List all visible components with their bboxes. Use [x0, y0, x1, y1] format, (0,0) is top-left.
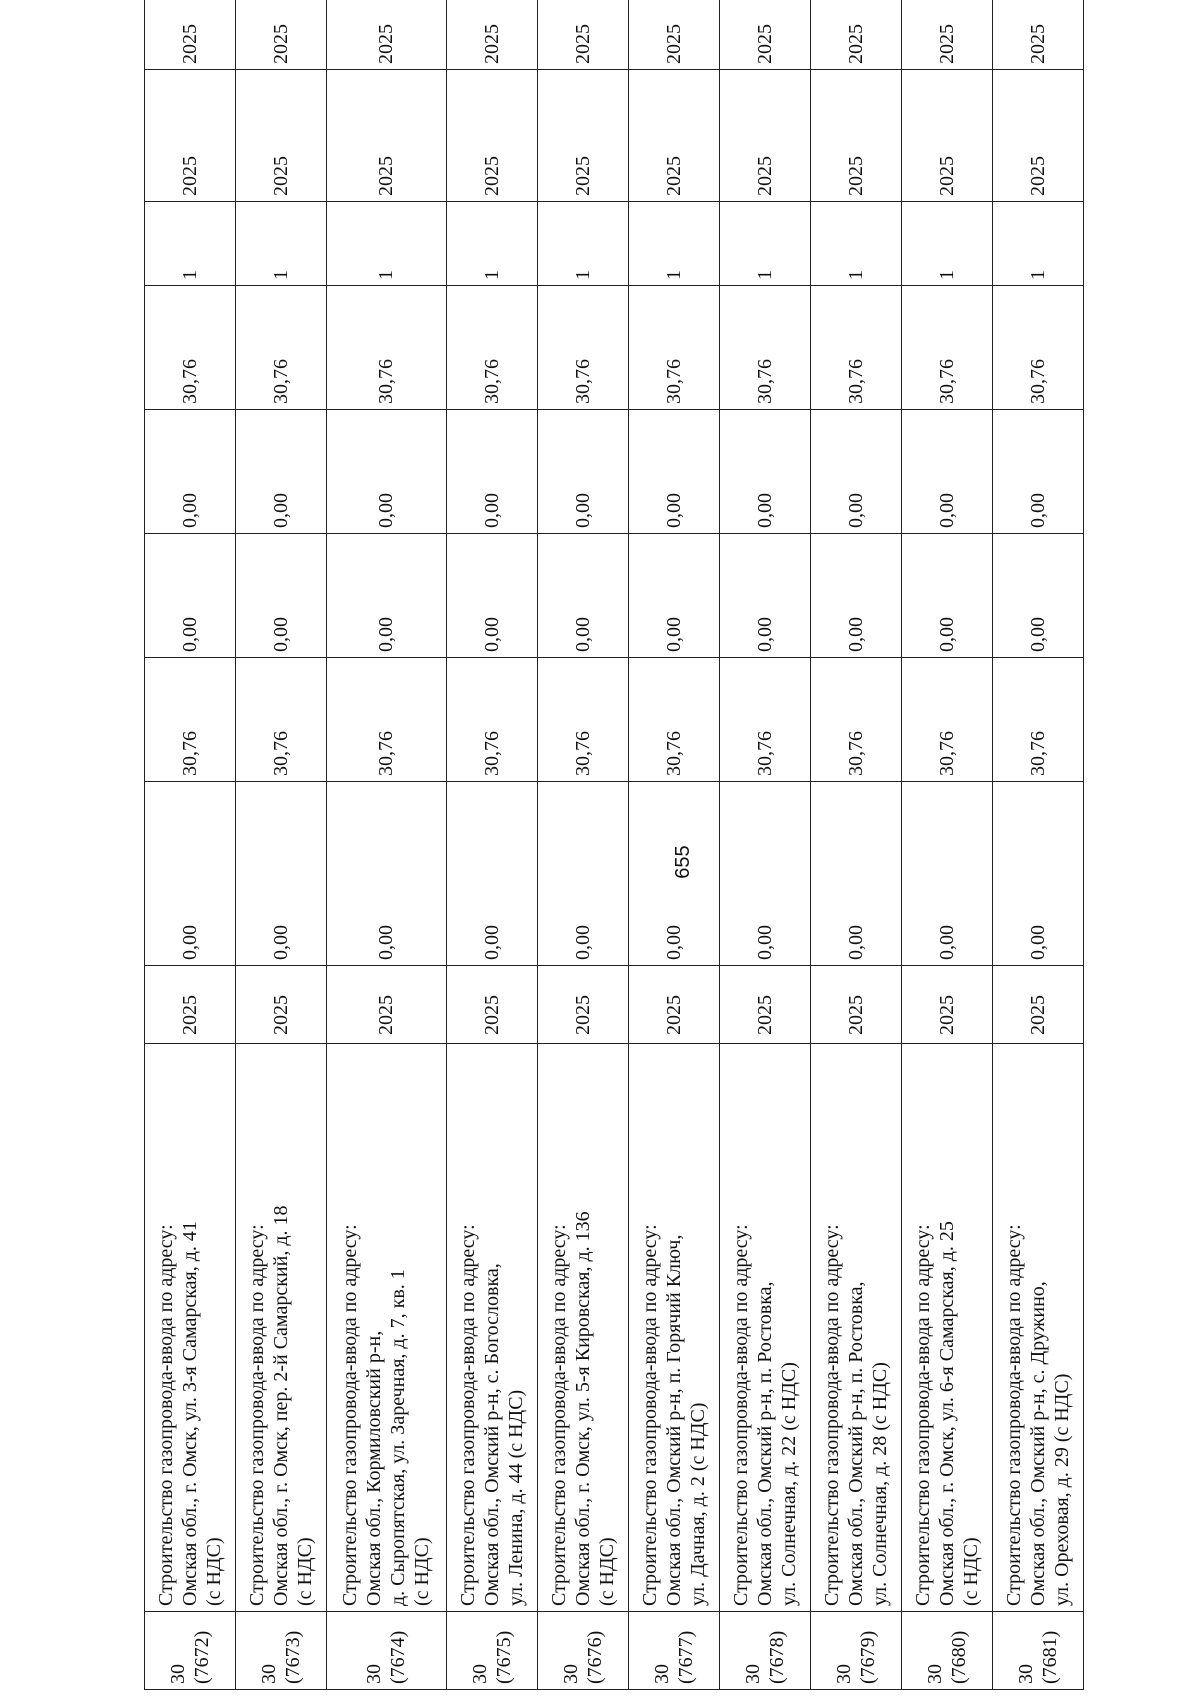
value-cell-v2: 30,76 [810, 658, 901, 782]
row-code: (7679) [856, 1630, 879, 1684]
row-id-cell [901, 1612, 992, 1690]
value-cell-v4: 0,00 [537, 410, 628, 534]
description-line: Омская обл., г. Омск, ул. 6-я Самарская, д. 25 [935, 1221, 958, 1606]
description-cell [628, 1044, 719, 1612]
value-cell-v1: 0,00 [628, 782, 719, 966]
start-year-cell: 2025 [719, 70, 810, 202]
description-line: Строительство газопровода-ввода по адресу: [638, 1224, 661, 1606]
row-code: (7677) [674, 1630, 697, 1684]
description-cell [810, 1044, 901, 1612]
table-row [810, 0, 901, 1690]
description-line: Омская обл., Омский р-н, п. Ростовка, [753, 1281, 776, 1606]
description-line: (с НДС) [411, 1537, 434, 1606]
year-cell: 2025 [446, 966, 537, 1044]
start-year-cell: 2025 [145, 70, 236, 202]
start-year-cell: 2025 [901, 70, 992, 202]
page-number: 655 [672, 845, 694, 879]
description-line: ул. Солнечная, д. 28 (с НДС) [868, 1362, 891, 1606]
description-line: Строительство газопровода-ввода по адресу: [1002, 1224, 1025, 1606]
end-year-cell: 2025 [901, 0, 992, 70]
value-cell-v5: 30,76 [537, 286, 628, 410]
end-year-cell: 2025 [446, 0, 537, 70]
description-line: Омская обл., г. Омск, ул. 3-я Самарская, д. 41 [179, 1221, 202, 1606]
value-cell-v5: 30,76 [446, 286, 537, 410]
row-number: 30 [363, 1664, 386, 1684]
value-cell-v1: 0,00 [446, 782, 537, 966]
description-cell [992, 1044, 1083, 1612]
value-cell-v1: 0,00 [992, 782, 1083, 966]
row-code: (7675) [492, 1630, 515, 1684]
start-year-cell: 2025 [236, 70, 327, 202]
description-line: Строительство газопровода-ввода по адресу: [911, 1224, 934, 1606]
description-cell [719, 1044, 810, 1612]
value-cell-v5: 30,76 [992, 286, 1083, 410]
description-cell [901, 1044, 992, 1612]
end-year-cell: 2025 [236, 0, 327, 70]
start-year-cell: 2025 [628, 70, 719, 202]
row-code: (7673) [282, 1630, 305, 1684]
value-cell-v4: 0,00 [810, 410, 901, 534]
value-cell-v2: 30,76 [145, 658, 236, 782]
table-body [145, 0, 1084, 1690]
start-year-cell: 2025 [992, 70, 1083, 202]
value-cell-v3: 0,00 [810, 534, 901, 658]
row-code: (7681) [1038, 1630, 1061, 1684]
description-line: Омская обл., Омский р-н, с. Богословка, [480, 1263, 503, 1606]
row-code: (7674) [387, 1630, 410, 1684]
count-cell: 1 [719, 202, 810, 286]
count-cell: 1 [236, 202, 327, 286]
end-year-cell: 2025 [810, 0, 901, 70]
row-number: 30 [258, 1664, 281, 1684]
year-cell: 2025 [327, 966, 446, 1044]
row-id-cell [236, 1612, 327, 1690]
start-year-cell: 2025 [537, 70, 628, 202]
table-row [901, 0, 992, 1690]
table-row [537, 0, 628, 1690]
description-line: Строительство газопровода-ввода по адресу: [339, 1224, 362, 1606]
value-cell-v4: 0,00 [992, 410, 1083, 534]
value-cell-v4: 0,00 [901, 410, 992, 534]
value-cell-v3: 0,00 [992, 534, 1083, 658]
end-year-cell: 2025 [628, 0, 719, 70]
end-year-cell: 2025 [145, 0, 236, 70]
row-code: (7680) [947, 1630, 970, 1684]
value-cell-v3: 0,00 [236, 534, 327, 658]
row-number: 30 [1014, 1664, 1037, 1684]
end-year-cell: 2025 [719, 0, 810, 70]
table-row [446, 0, 537, 1690]
description-line: Строительство газопровода-ввода по адресу: [820, 1224, 843, 1606]
description-line: Омская обл., Омский р-н, п. Ростовка, [844, 1281, 867, 1606]
description-line: (с НДС) [203, 1537, 226, 1606]
value-cell-v5: 30,76 [236, 286, 327, 410]
value-cell-v5: 30,76 [719, 286, 810, 410]
description-line: Строительство газопровода-ввода по адресу: [155, 1224, 178, 1606]
value-cell-v3: 0,00 [719, 534, 810, 658]
description-cell [236, 1044, 327, 1612]
year-cell: 2025 [992, 966, 1083, 1044]
row-code: (7678) [765, 1630, 788, 1684]
description-line: ул. Дачная, д. 2 (с НДС) [686, 1402, 709, 1606]
row-number: 30 [832, 1664, 855, 1684]
description-line: Строительство газопровода-ввода по адресу: [547, 1224, 570, 1606]
value-cell-v5: 30,76 [145, 286, 236, 410]
end-year-cell: 2025 [992, 0, 1083, 70]
value-cell-v2: 30,76 [327, 658, 446, 782]
description-line: д. Сыропятская, ул. Заречная, д. 7, кв. 1 [387, 1269, 410, 1606]
year-cell: 2025 [628, 966, 719, 1044]
description-line: ул. Ленина, д. 44 (с НДС) [504, 1389, 527, 1606]
count-cell: 1 [327, 202, 446, 286]
value-cell-v1: 0,00 [236, 782, 327, 966]
row-number: 30 [468, 1664, 491, 1684]
row-number: 30 [167, 1664, 190, 1684]
year-cell: 2025 [810, 966, 901, 1044]
value-cell-v2: 30,76 [446, 658, 537, 782]
value-cell-v1: 0,00 [327, 782, 446, 966]
row-id-cell [810, 1612, 901, 1690]
row-id-cell [992, 1612, 1083, 1690]
value-cell-v2: 30,76 [628, 658, 719, 782]
value-cell-v3: 0,00 [145, 534, 236, 658]
start-year-cell: 2025 [446, 70, 537, 202]
table-row [992, 0, 1083, 1690]
year-cell: 2025 [719, 966, 810, 1044]
value-cell-v2: 30,76 [992, 658, 1083, 782]
description-line: (с НДС) [959, 1537, 982, 1606]
row-id-cell [145, 1612, 236, 1690]
description-line: (с НДС) [294, 1537, 317, 1606]
description-cell [537, 1044, 628, 1612]
count-cell: 1 [901, 202, 992, 286]
start-year-cell: 2025 [810, 70, 901, 202]
count-cell: 1 [446, 202, 537, 286]
value-cell-v2: 30,76 [236, 658, 327, 782]
value-cell-v4: 0,00 [145, 410, 236, 534]
investment-table [144, 0, 1084, 1690]
value-cell-v2: 30,76 [901, 658, 992, 782]
rotated-table-wrapper [144, 24, 1084, 1690]
year-cell: 2025 [236, 966, 327, 1044]
row-id-cell [628, 1612, 719, 1690]
year-cell: 2025 [901, 966, 992, 1044]
value-cell-v3: 0,00 [327, 534, 446, 658]
value-cell-v4: 0,00 [446, 410, 537, 534]
year-cell: 2025 [537, 966, 628, 1044]
table-row [719, 0, 810, 1690]
row-number: 30 [650, 1664, 673, 1684]
value-cell-v4: 0,00 [327, 410, 446, 534]
table-row [327, 0, 446, 1690]
count-cell: 1 [992, 202, 1083, 286]
row-code: (7676) [583, 1630, 606, 1684]
value-cell-v3: 0,00 [901, 534, 992, 658]
description-cell [327, 1044, 446, 1612]
value-cell-v4: 0,00 [628, 410, 719, 534]
value-cell-v1: 0,00 [537, 782, 628, 966]
value-cell-v1: 0,00 [719, 782, 810, 966]
value-cell-v1: 0,00 [145, 782, 236, 966]
row-id-cell [327, 1612, 446, 1690]
row-id-cell [719, 1612, 810, 1690]
description-line: Омская обл., Кормиловский р-н, [363, 1330, 386, 1606]
value-cell-v5: 30,76 [327, 286, 446, 410]
description-line: Строительство газопровода-ввода по адресу: [456, 1224, 479, 1606]
description-line: Строительство газопровода-ввода по адресу: [729, 1224, 752, 1606]
value-cell-v5: 30,76 [628, 286, 719, 410]
description-line: Омская обл., г. Омск, пер. 2-й Самарский, д. 18 [270, 1205, 293, 1606]
row-id-cell [446, 1612, 537, 1690]
description-line: ул. Ореховая, д. 29 (с НДС) [1050, 1373, 1073, 1606]
row-code: (7672) [191, 1630, 214, 1684]
value-cell-v3: 0,00 [446, 534, 537, 658]
table-row [145, 0, 236, 1690]
description-line: Омская обл., Омский р-н, с. Дружино, [1026, 1281, 1049, 1606]
value-cell-v2: 30,76 [537, 658, 628, 782]
row-number: 30 [559, 1664, 582, 1684]
row-number: 30 [923, 1664, 946, 1684]
description-cell [145, 1044, 236, 1612]
table-row [236, 0, 327, 1690]
value-cell-v3: 0,00 [537, 534, 628, 658]
start-year-cell: 2025 [327, 70, 446, 202]
description-cell [446, 1044, 537, 1612]
description-line: Омская обл., г. Омск, ул. 5-я Кировская, д. 136 [571, 1211, 594, 1606]
count-cell: 1 [145, 202, 236, 286]
value-cell-v4: 0,00 [719, 410, 810, 534]
value-cell-v5: 30,76 [901, 286, 992, 410]
table-row [628, 0, 719, 1690]
count-cell: 1 [810, 202, 901, 286]
row-id-cell [537, 1612, 628, 1690]
description-line: (с НДС) [595, 1537, 618, 1606]
value-cell-v3: 0,00 [628, 534, 719, 658]
count-cell: 1 [628, 202, 719, 286]
value-cell-v1: 0,00 [810, 782, 901, 966]
description-line: Омская обл., Омский р-н, п. Горячий Ключ, [662, 1234, 685, 1606]
value-cell-v1: 0,00 [901, 782, 992, 966]
description-line: Строительство газопровода-ввода по адресу: [246, 1224, 269, 1606]
value-cell-v5: 30,76 [810, 286, 901, 410]
value-cell-v2: 30,76 [719, 658, 810, 782]
row-number: 30 [741, 1664, 764, 1684]
description-line: ул. Солнечная, д. 22 (с НДС) [777, 1362, 800, 1606]
value-cell-v4: 0,00 [236, 410, 327, 534]
count-cell: 1 [537, 202, 628, 286]
year-cell: 2025 [145, 966, 236, 1044]
end-year-cell: 2025 [327, 0, 446, 70]
end-year-cell: 2025 [537, 0, 628, 70]
